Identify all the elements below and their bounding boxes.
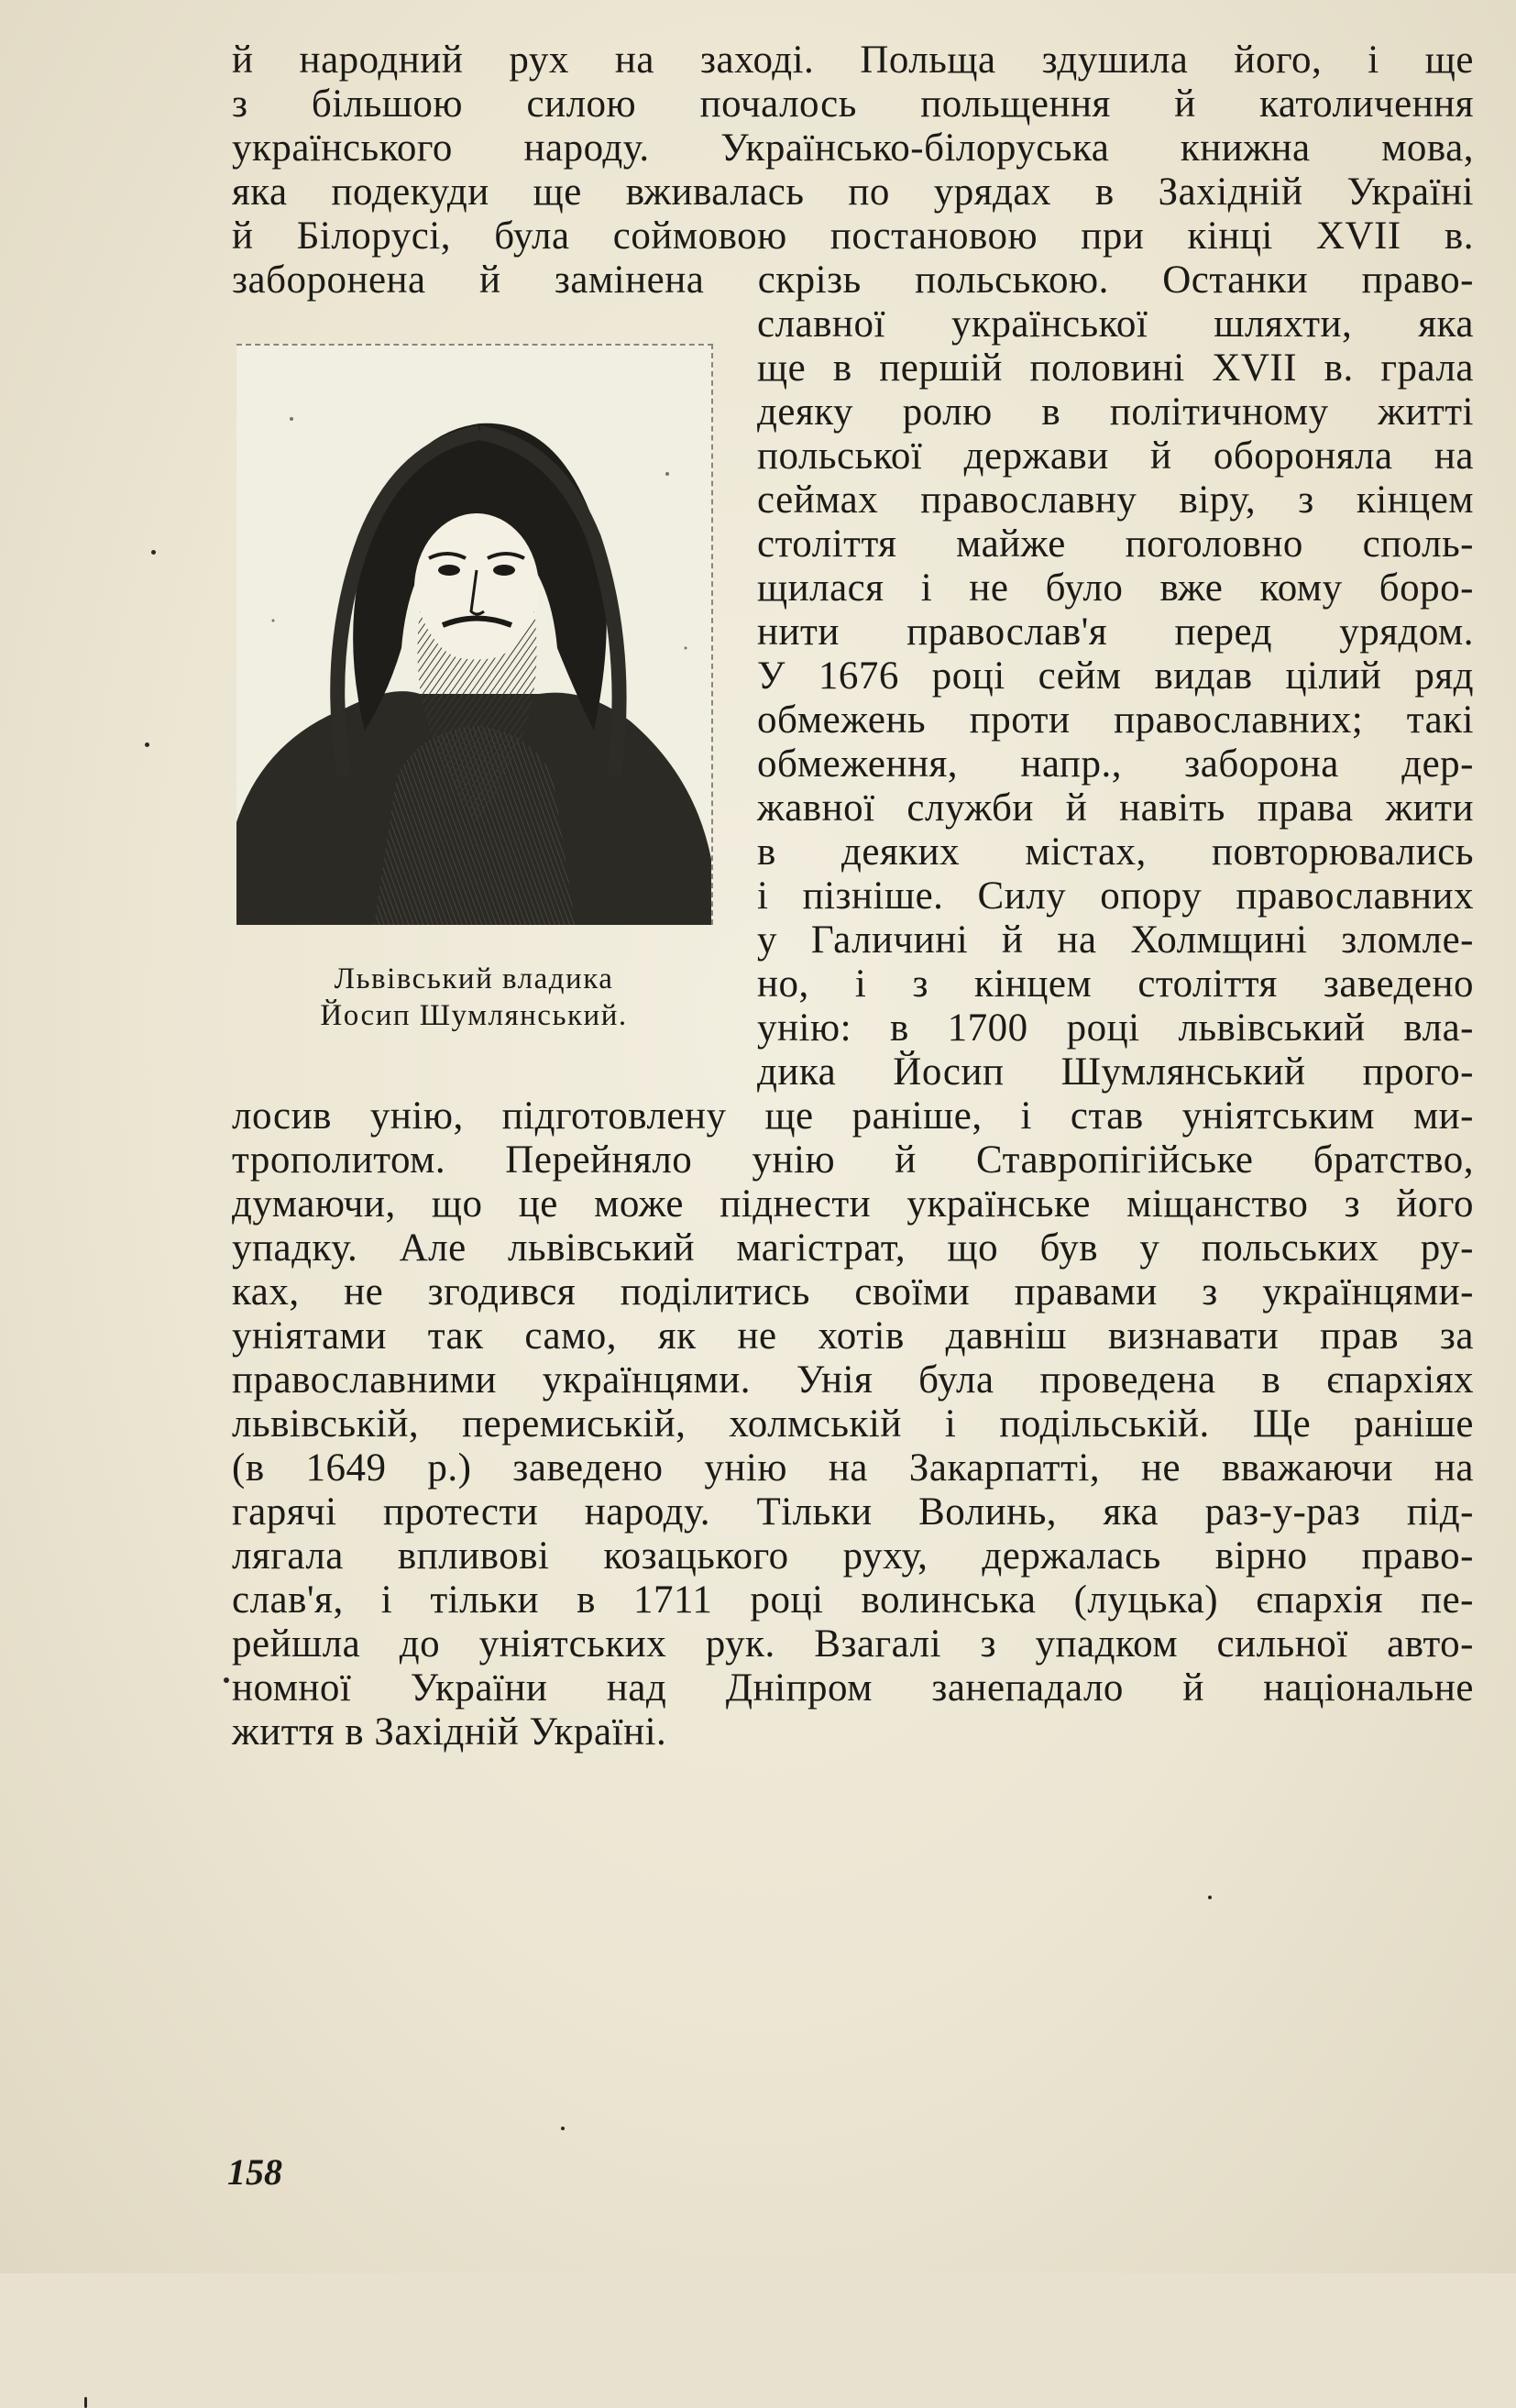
text-line: У 1676 році сейм видав цілий ряд: [757, 654, 1474, 698]
text-line: унію: в 1700 році львівський вла-: [757, 1006, 1474, 1050]
text-line: заборонена й замінена скрізь польською. Останки право-: [232, 258, 1474, 302]
text-line: обмежень проти православних; такі: [757, 698, 1474, 742]
text-line: лосив унію, підготовлену ще раніше, і став уніятським ми-: [232, 1094, 1474, 1138]
text-line: й Білорусі, була соймовою постановою при кінці XVII в.: [232, 214, 1474, 258]
text-line: (в 1649 р.) заведено унію на Закарпатті, не вважаючи на: [232, 1446, 1474, 1490]
text-line: слав'я, і тільки в 1711 році волинська (луцька) єпархія пе-: [232, 1578, 1474, 1622]
text-line: гарячі протести народу. Тільки Волинь, яка раз-у-раз під-: [232, 1490, 1474, 1534]
scan-speck: [561, 2127, 565, 2130]
portrait-figure: [236, 344, 713, 925]
text-line: обмеження, напр., заборона дер-: [757, 742, 1474, 786]
text-line: у Галичині й на Холмщині зломле-: [757, 918, 1474, 962]
text-line: століття майже поголовно споль-: [757, 522, 1474, 566]
text-line: трополитом. Перейняло унію й Ставропігійське братство,: [232, 1138, 1474, 1182]
text-line: дика Йосип Шумлянський прого-: [757, 1050, 1474, 1094]
scan-speck: [151, 550, 156, 555]
text-line: нити православ'я перед урядом.: [757, 610, 1474, 654]
text-line: рейшла до уніятських рук. Взагалі з упадком сильної авто-: [232, 1622, 1474, 1666]
page-number: 158: [227, 2151, 282, 2193]
text-line: упадку. Але львівський магістрат, що був у польських ру-: [232, 1226, 1474, 1270]
text-line: і пізніше. Силу опору православних: [757, 874, 1474, 918]
text-line: з більшою силою почалось польщення й католичення: [232, 82, 1474, 126]
text-line: ках, не згодився поділитись своїми правами з українцями-: [232, 1270, 1474, 1314]
text-line: сеймах православну віру, з кінцем: [757, 478, 1474, 522]
text-line: уніятами так само, як не хотів давніш визнавати прав за: [232, 1314, 1474, 1358]
text-line: українського народу. Українсько-білоруська книжна мова,: [232, 126, 1474, 170]
text-line: думаючи, що це може піднести українське міщанство з його: [232, 1182, 1474, 1226]
scan-speck: [224, 1677, 229, 1683]
text-line: польської держави й обороняла на: [757, 434, 1474, 478]
text-line: щилася і не було вже кому боро-: [757, 566, 1474, 610]
portrait-illustration: [236, 346, 711, 925]
scan-speck: [1208, 1896, 1212, 1899]
text-line: й народний рух на заході. Польща здушила його, і ще: [232, 38, 1474, 82]
text-line: лягала впливові козацького руху, держалась вірно право-: [232, 1534, 1474, 1578]
text-line: в деяких містах, повторювались: [757, 830, 1474, 874]
scan-speck: [145, 742, 149, 747]
text-line: номної України над Дніпром занепадало й національне: [232, 1666, 1474, 1710]
text-line: но, і з кінцем століття заведено: [757, 962, 1474, 1006]
text-line: жавної служби й навіть права жити: [757, 786, 1474, 830]
figure-caption-name: Йосип Шумлянський.: [320, 999, 628, 1032]
text-line: яка подекуди ще вживалась по урядах в Західній Україні: [232, 170, 1474, 214]
figure-caption-title: Львівський владика: [334, 962, 614, 995]
text-line: життя в Західній Україні.: [232, 1710, 667, 1754]
text-line: православними українцями. Унія була проведена в єпархіях: [232, 1358, 1474, 1402]
scan-speck: [84, 2397, 87, 2408]
text-line: львівській, перемиській, холмській і подільській. Ще раніше: [232, 1402, 1474, 1446]
text-line: ще в першій половині XVII в. грала: [757, 346, 1474, 390]
text-line: деяку ролю в політичному житті: [757, 390, 1474, 434]
text-line: славної української шляхти, яка: [757, 302, 1474, 346]
